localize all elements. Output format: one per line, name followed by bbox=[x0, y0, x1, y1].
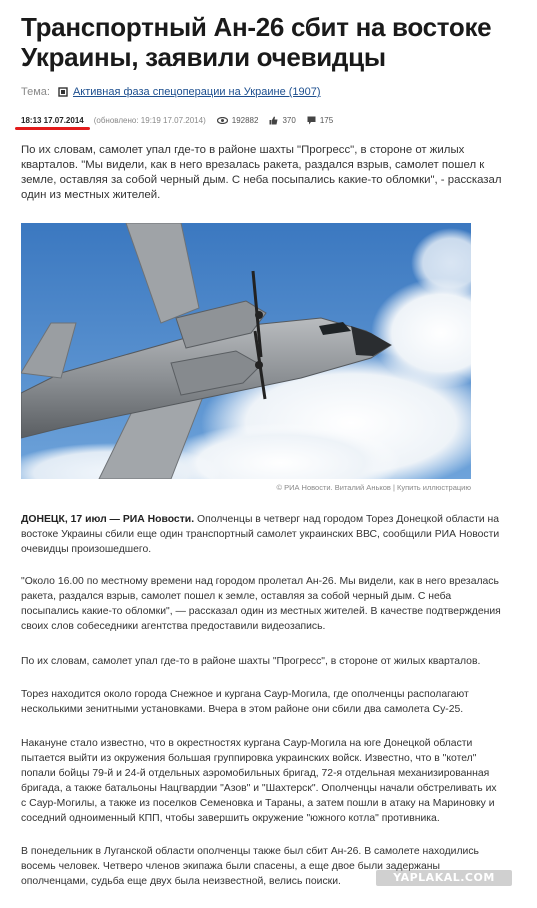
topic-row bbox=[21, 86, 321, 98]
comments-count: 175 bbox=[319, 116, 334, 125]
article-meta bbox=[21, 116, 333, 125]
topic-label: Тема: bbox=[21, 86, 50, 98]
comments-stat[interactable] bbox=[307, 116, 333, 125]
views-stat bbox=[217, 116, 259, 125]
article-paragraph: По их словам, самолет упал где-то в районе шахты "Прогресс", в стороне от жилых кварталов. bbox=[21, 656, 481, 667]
article-paragraph: ДОНЕЦК, 17 июл — РИА Новости. Ополченцы в четверг над городом Торез Донецкой области на востоке Украины сбили еще один транспортный самолет украинских ВВС, сообщили РИА Новости очевидцы произошедшего. bbox=[21, 514, 500, 555]
article-photo[interactable] bbox=[21, 223, 471, 479]
thumbs-up-icon bbox=[269, 116, 278, 125]
eye-icon bbox=[217, 117, 228, 124]
photo-caption[interactable]: © РИА Новости. Виталий Аньков | Купить иллюстрацию bbox=[276, 483, 471, 492]
folder-icon bbox=[58, 87, 68, 97]
views-count: 192882 bbox=[231, 116, 259, 125]
article-paragraph: В понедельник в Луганской области ополченцы также был сбит Ан-26. В самолете находились восемь человек. Четверо членов экипажа были спасены, а еще двое были задержаны ополченцами, судьба еще двух была неизвестной, велись поиски. bbox=[21, 846, 479, 887]
watermark: YAPLAKAL.COM bbox=[376, 870, 512, 886]
article-paragraph: Торез находится около города Снежное и кургана Саур-Могила, где ополченцы располагают несколькими зенитными установками. Вчера в этом районе они сбили два самолета Су-25. bbox=[21, 689, 469, 715]
dateline: ДОНЕЦК, 17 июл — РИА Новости. bbox=[21, 514, 195, 525]
article-paragraph: "Около 16.00 по местному времени над городом пролетал Ан-26. Мы видели, как в него врезалась ракета, раздался взрыв, самолет пошел к земле, оставляя за собой черный дым. С неба посыпались какие-то обломки", — рассказал один из местных жителей. В качестве подтверждения своих слов собеседники агентства предоставили видеозапись. bbox=[21, 576, 501, 632]
date-underline-mark bbox=[15, 127, 90, 130]
likes-count: 370 bbox=[282, 116, 296, 125]
updated-date: (обновлено: 19:19 17.07.2014) bbox=[93, 116, 206, 125]
article-title: Транспортный Ан-26 сбит на востоке Украины, заявили очевидцы bbox=[21, 12, 492, 72]
publish-date: 18:13 17.07.2014 bbox=[21, 116, 84, 125]
topic-link[interactable]: Активная фаза спецоперации на Украине (1907) bbox=[72, 86, 321, 98]
article-paragraph: Накануне стало известно, что в окрестностях кургана Саур-Могила на юге Донецкой области пытается выйти из окружения большая группировка украинских войск. Известно, что в "котел" попали бойцы 79-й и 24-й отдельных аэромобильных бригад, 72-я отдельная механизированная бригада, а также батальоны Нацгвардии "Азов" и "Шахтерск". Ополченцы начали обстреливать их с Саур-Могилы, а также из поселков Семеновка и Тараны, а затем пошли в атаку на Мариновку и соседний одноименный КПП, чтобы завершить окружение "южного котла" противника. bbox=[21, 738, 497, 824]
comment-icon bbox=[307, 116, 316, 125]
likes-stat[interactable] bbox=[269, 116, 295, 125]
article-lead: По их словам, самолет упал где-то в районе шахты "Прогресс", в стороне от жилых кварталов. "Мы видели, как в него врезалась ракета, раздался взрыв, самолет пошел к земле, оставляя за собой черный дым. С неба посыпались какие-то обломки", - рассказал один из местных жителей. bbox=[21, 144, 502, 201]
